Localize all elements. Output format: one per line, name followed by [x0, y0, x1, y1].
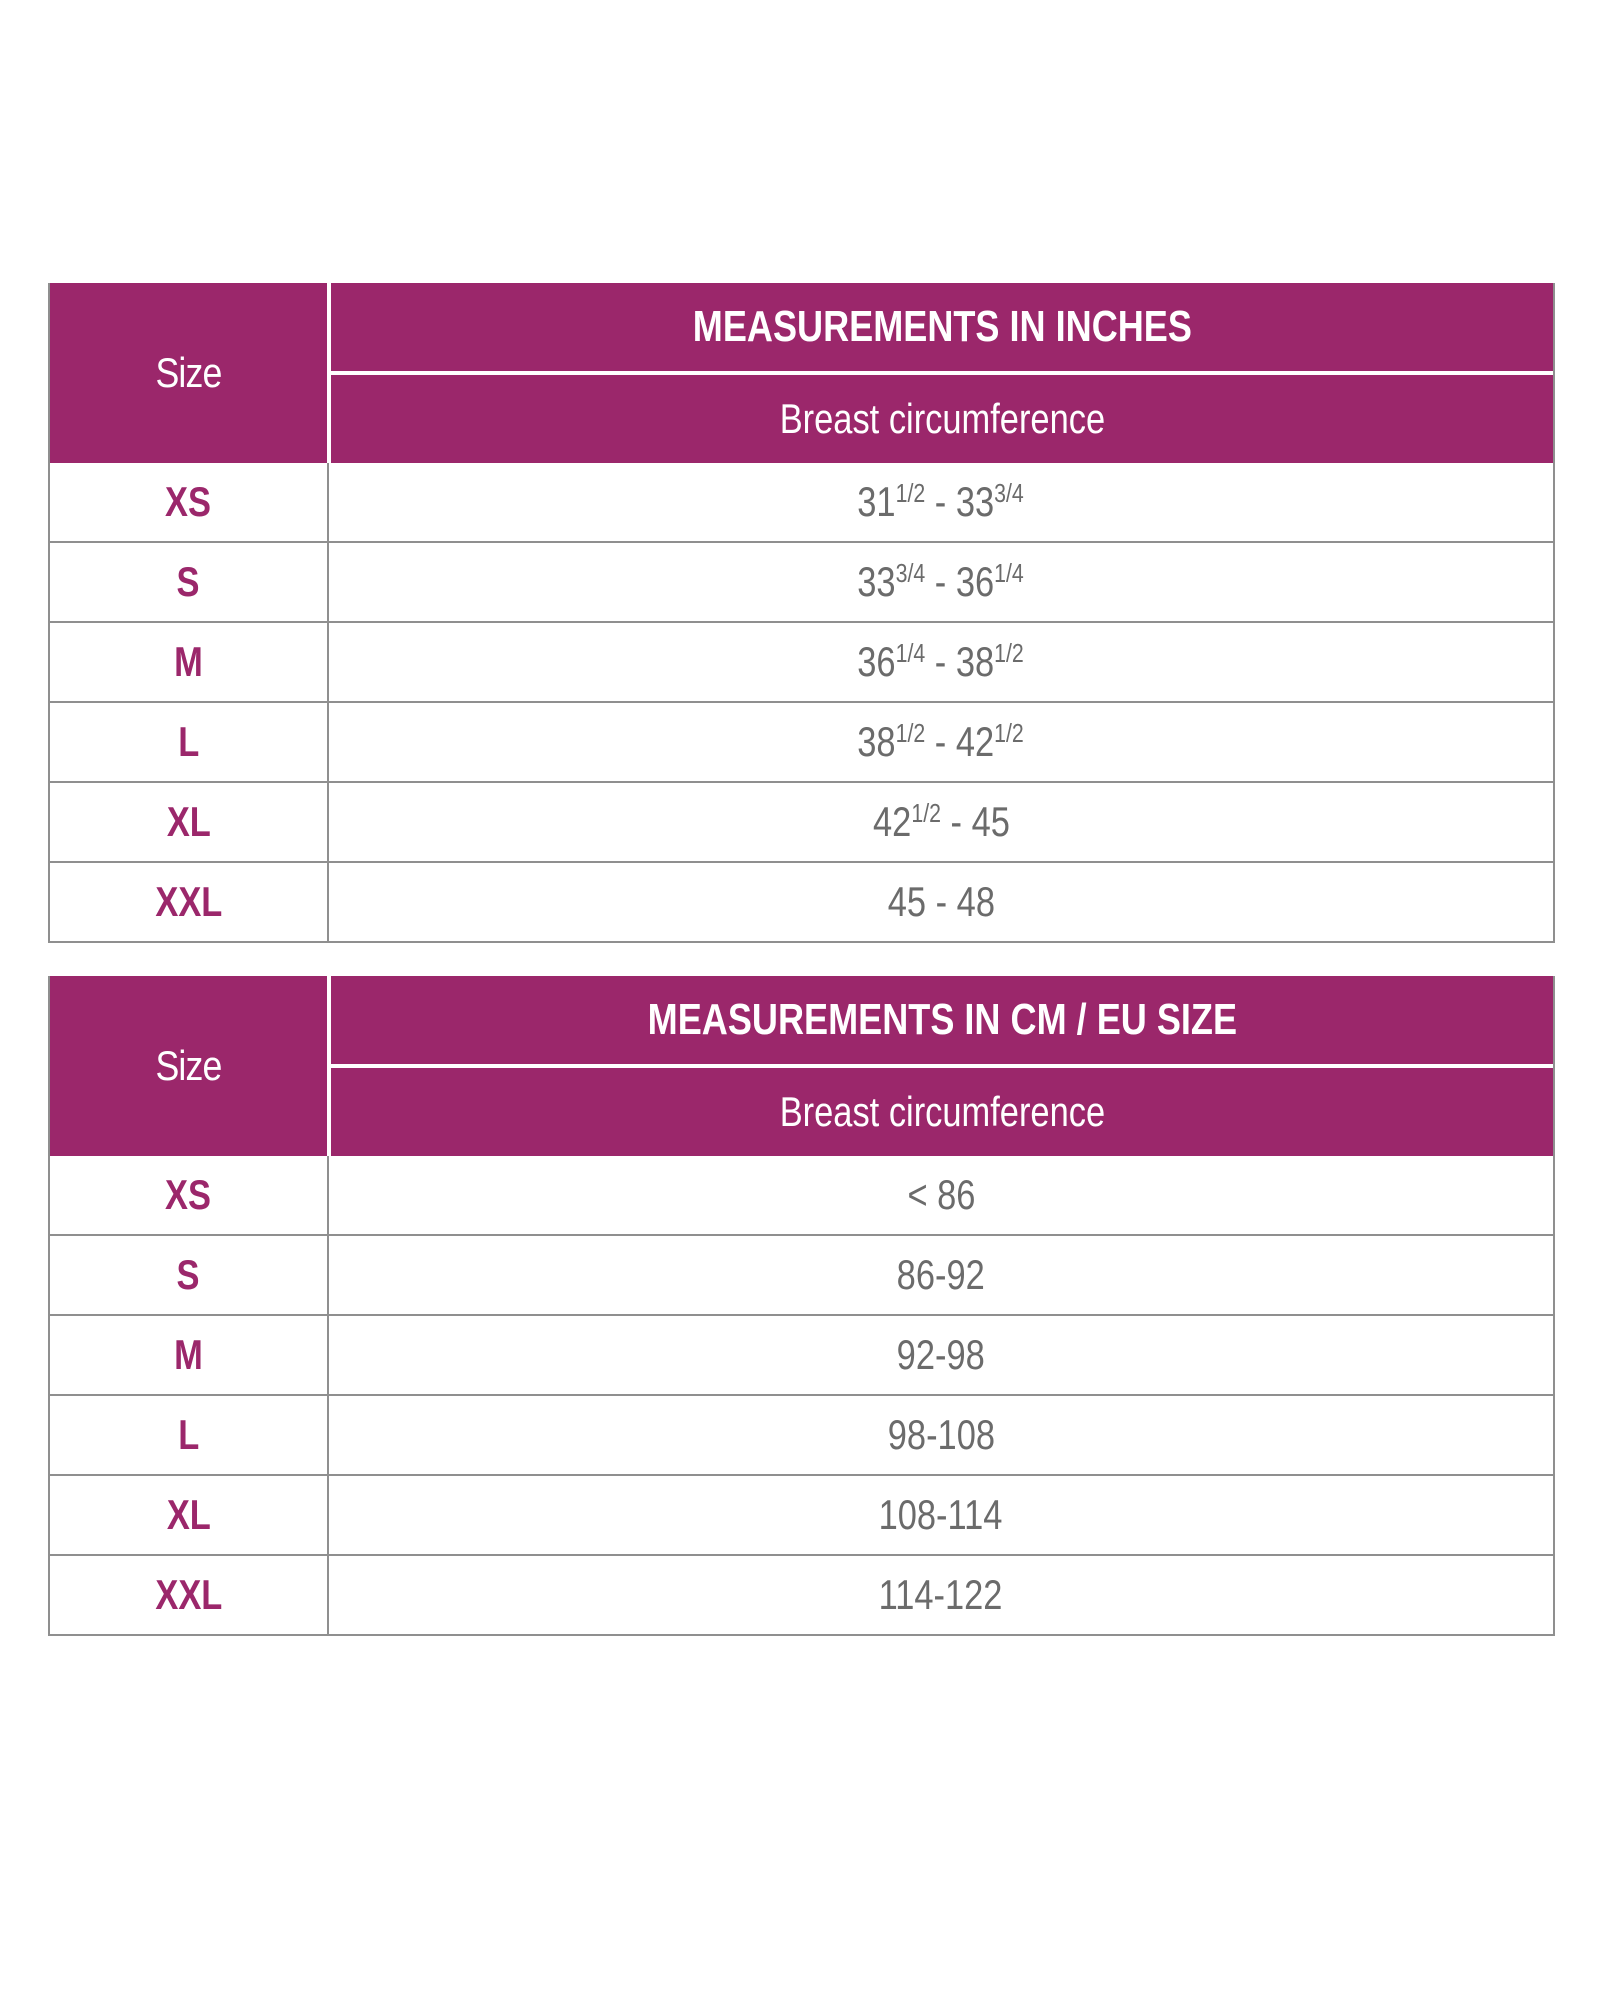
table-body — [50, 463, 1553, 941]
size-cell: L — [50, 1396, 329, 1474]
size-cell: M — [50, 623, 329, 701]
table-row — [50, 621, 1553, 701]
measurement-subheader: Breast circumference — [779, 1088, 1105, 1135]
value-cell: < 86 — [906, 1171, 975, 1218]
value-cell: $33^{3/4} - 36^{1/4}$ — [857, 558, 1025, 605]
value-cell: 92-98 — [896, 1331, 986, 1378]
table-row — [50, 1314, 1553, 1394]
value-cell: 98-108 — [887, 1411, 995, 1458]
table-header — [50, 976, 1553, 1156]
size-cell: L — [50, 703, 329, 781]
table-row — [50, 463, 1553, 541]
size-column-header: Size — [155, 349, 222, 396]
size-cell: XL — [50, 1476, 329, 1554]
size-cell: S — [50, 543, 329, 621]
value-cell: 108-114 — [879, 1491, 1003, 1538]
size-table-inches — [48, 283, 1555, 943]
value-cell: $38^{1/2} - 42^{1/2}$ — [857, 718, 1025, 765]
table-row — [50, 1156, 1553, 1234]
table-row — [50, 1474, 1553, 1554]
size-column-header: Size — [155, 1042, 222, 1089]
size-table-cm — [48, 976, 1555, 1636]
value-cell: $31^{1/2} - 33^{3/4}$ — [857, 478, 1025, 525]
size-cell: XS — [50, 463, 329, 541]
size-cell: M — [50, 1316, 329, 1394]
table-row — [50, 1394, 1553, 1474]
table-row — [50, 861, 1553, 941]
table-row — [50, 781, 1553, 861]
value-cell: 86-92 — [896, 1251, 986, 1298]
table-header — [50, 283, 1553, 463]
size-cell: XXL — [50, 1556, 329, 1634]
table-body — [50, 1156, 1553, 1634]
table-title: MEASUREMENTS IN CM / EU SIZE — [647, 995, 1237, 1044]
value-cell: $42^{1/2} - 45$ — [872, 798, 1010, 845]
table-row — [50, 1554, 1553, 1634]
size-cell: XS — [50, 1156, 329, 1234]
table-title: MEASUREMENTS IN INCHES — [692, 302, 1192, 351]
header-right — [331, 283, 1553, 463]
table-row — [50, 701, 1553, 781]
measurement-subheader: Breast circumference — [779, 395, 1105, 442]
value-cell: 45 - 48 — [887, 878, 995, 925]
header-right — [331, 976, 1553, 1156]
table-row — [50, 1234, 1553, 1314]
size-cell: XL — [50, 783, 329, 861]
value-cell: 114-122 — [879, 1571, 1003, 1618]
table-row — [50, 541, 1553, 621]
value-cell: $36^{1/4} - 38^{1/2}$ — [857, 638, 1025, 685]
size-cell: XXL — [50, 863, 329, 941]
size-cell: S — [50, 1236, 329, 1314]
